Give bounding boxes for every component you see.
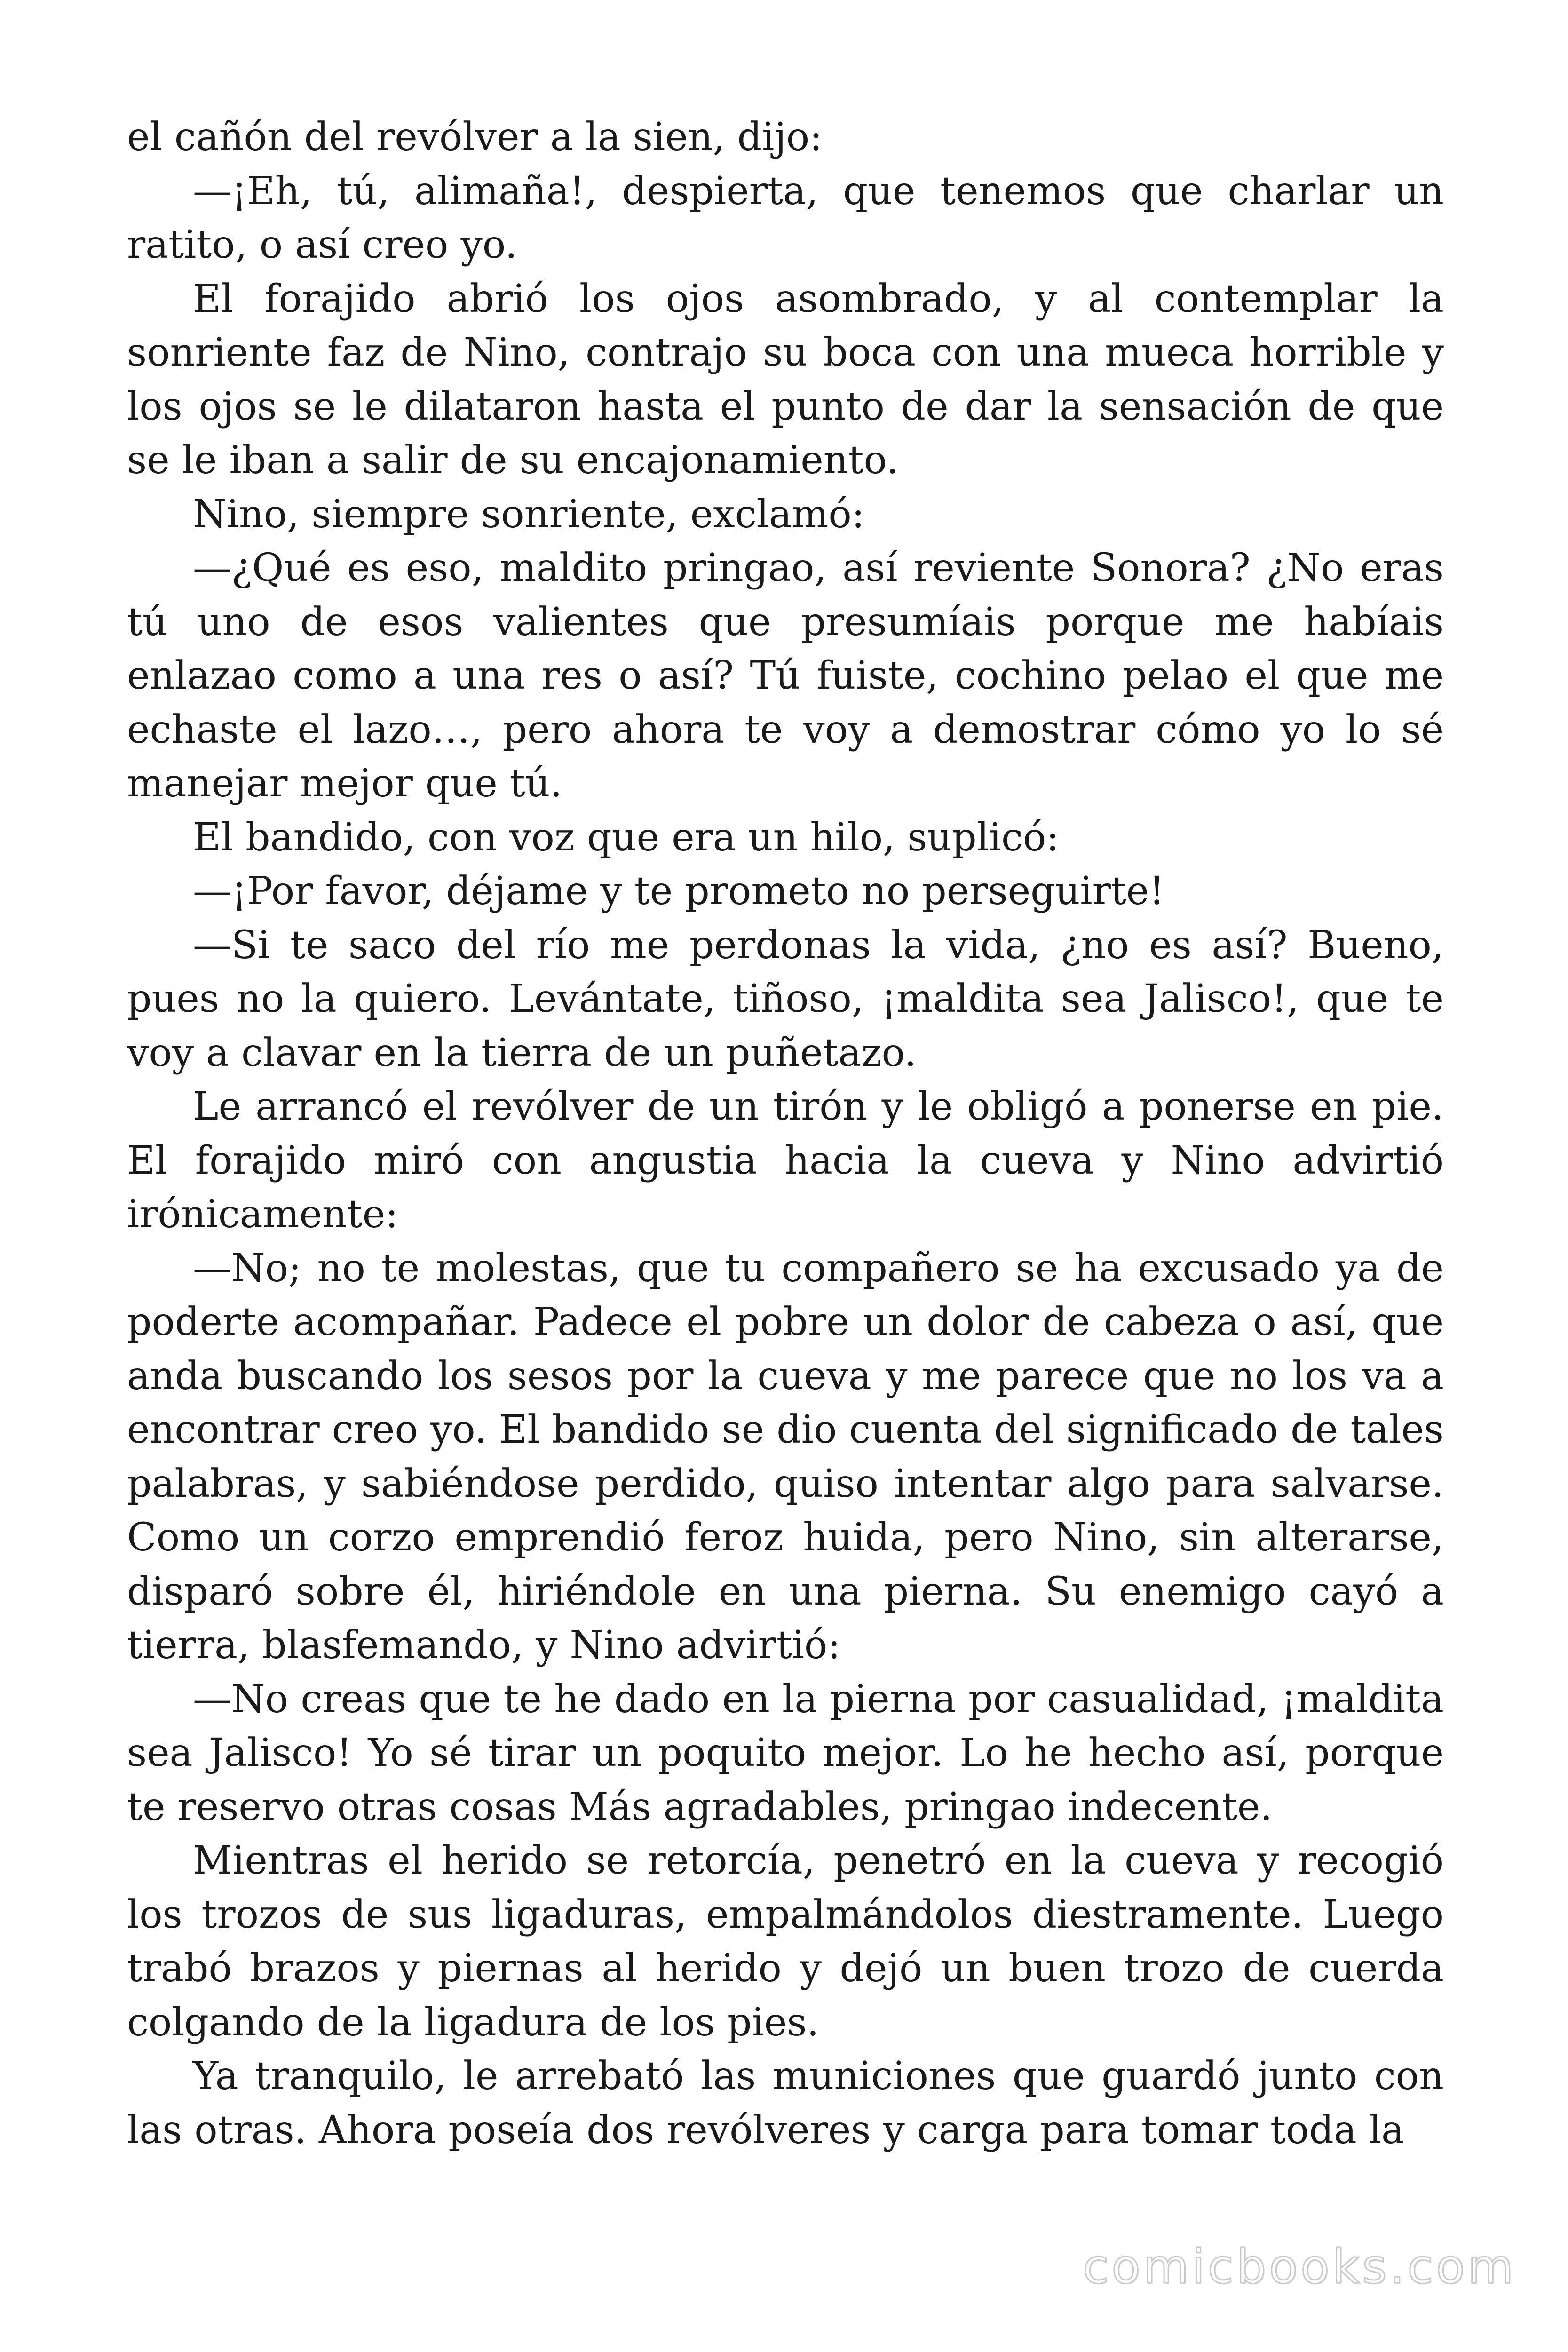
paragraph: Mientras el herido se retorcía, penetró en la cueva y recogió los trozos de sus ligaduras, empalmándolos diestramente. Luego trabó brazos y piernas al herido y dejó un buen trozo de cuerda colgando de la ligadura de los pies. [127,1838,1444,2045]
paragraph-continuation: el cañón del revólver a la sien, dijo: [127,115,823,159]
paragraph: —No; no te molestas, que tu compañero se ha excusado ya de poderte acompañar. Padece el pobre un dolor de cabeza o así, que anda buscando los sesos por la cueva y me parece que no los va a encontrar creo yo. El bandido se dio cuenta del significado de tales palabras, y sabiéndose perdido, quiso intentar algo para salvarse. Como un corzo emprendió feroz huida, pero Nino, sin alterarse, disparó sobre él, hiriéndole en una pierna. Su enemigo cayó a tierra, blasfemando, y Nino advirtió: [127,1246,1444,1668]
paragraph: —¡Eh, tú, alimaña!, despierta, que tenemos que charlar un ratito, o así creo yo. [127,168,1444,267]
watermark: comicbooks.com [1083,2239,1516,2294]
paragraph: Nino, siempre sonriente, exclamó: [193,492,865,537]
paragraph: —¡Por favor, déjame y te prometo no perseguirte! [193,869,1165,914]
paragraph: El forajido abrió los ojos asombrado, y al contemplar la sonriente faz de Nino, contrajo su boca con una mueca horrible y los ojos se le dilataron hasta el punto de dar la sensación de que se le iban a salir de su encajonamiento. [127,276,1444,483]
paragraph: El bandido, con voz que era un hilo, suplicó: [193,815,1059,860]
paragraph: —Si te saco del río me perdonas la vida, ¿no es así? Bueno, pues no la quiero. Levántate, tiñoso, ¡maldita sea Jalisco!, que te voy a clavar en la tierra de un puñetazo. [127,922,1444,1075]
body-text [127,111,1444,2157]
paragraph: —¿Qué es eso, maldito pringao, así reviente Sonora? ¿No eras tú uno de esos valientes que presumíais porque me habíais enlazao como a una res o así? Tú fuiste, cochino pelao el que me echaste el lazo…, pero ahora te voy a demostrar cómo yo lo sé manejar mejor que tú. [127,546,1444,806]
paragraph: —No creas que te he dado en la pierna por casualidad, ¡maldita sea Jalisco! Yo sé tirar un poquito mejor. Lo he hecho así, porque te reservo otras cosas Más agradables, pringao indecente. [127,1677,1444,1829]
paragraph: Le arrancó el revólver de un tirón y le obligó a ponerse en pie. El forajido miró con angustia hacia la cueva y Nino advirtió irónicamente: [127,1084,1444,1237]
paragraph: Ya tranquilo, le arrebató las municiones que guardó junto con las otras. Ahora poseía dos revólveres y carga para tomar toda la [127,2054,1444,2153]
